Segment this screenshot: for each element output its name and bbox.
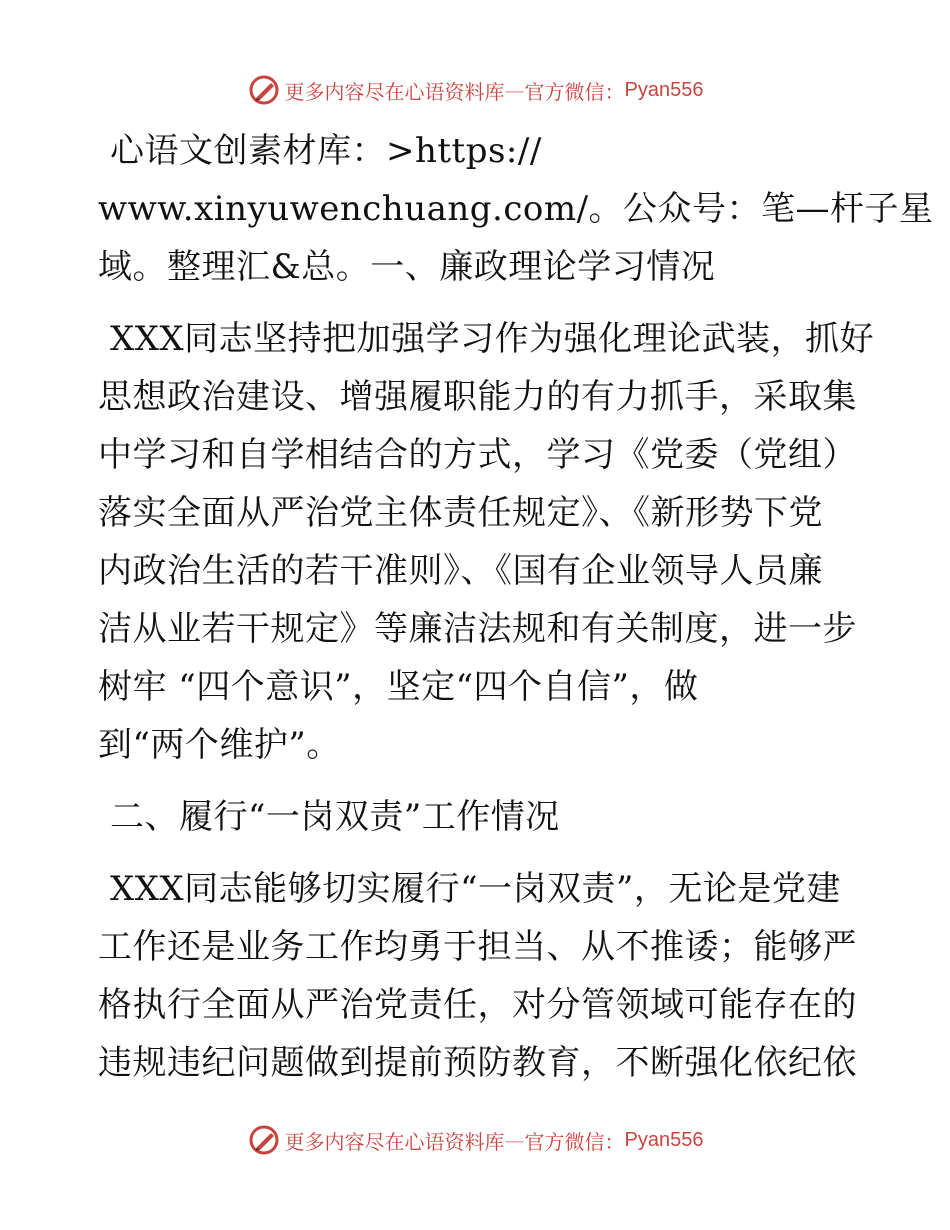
footer-banner [0,1120,950,1160]
banner-wechat-id: Pyan556 [624,1128,704,1151]
banner-wechat-id: Pyan556 [624,78,704,101]
text-line: 到“两个维护”。 [98,725,341,765]
text-line: 洁从业若干规定》等廉洁法规和有关制度，进一步 [98,609,857,649]
text-line: www.xinyuwenchuang.com/。公众号：笔—杆子星 [98,189,934,229]
text-line: XXX同志坚持把加强学习作为强化理论武装，抓好 [110,319,875,359]
banner-main-text: 更多内容尽在心语资料库 [284,79,505,104]
banner-wechat-label: 官方微信： [524,1129,625,1154]
banner-dash: — [504,1128,525,1152]
header-banner [0,70,950,110]
paragraph-intro [98,122,934,296]
banner-dash: — [504,78,525,102]
text-line: 工作还是业务工作均勇于担当、从不推诿；能够严 [98,927,857,967]
banner-main-text: 更多内容尽在心语资料库 [284,1129,505,1154]
paragraph-duty [98,860,858,1092]
text-line: 心语文创素材库：>https:// [110,131,542,171]
text-line: 违规违纪问题做到提前预防教育，不断强化依纪依 [98,1043,857,1083]
text-line: 内政治生活的若干准则》、《国有企业领导人员廉 [98,551,823,591]
text-line: XXX同志能够切实履行“一岗双责”，无论是党建 [110,869,841,909]
text-line: 中学习和自学相结合的方式，学习《党委（党组） [98,435,857,475]
banner-wechat-label: 官方微信： [524,79,625,104]
document-body [98,122,934,1092]
pen-logo-icon [247,73,281,107]
text-line: 格执行全面从严治党责任，对分管领域可能存在的 [98,985,857,1025]
heading-line: 二、履行“一岗双责”工作情况 [110,797,560,837]
section-heading [98,788,858,846]
text-line: 树牢 “四个意识”，坚定“四个自信”，做 [98,667,699,707]
text-line: 域。整理汇&总。一、廉政理论学习情况 [98,247,716,287]
pen-logo-icon [247,1123,281,1157]
paragraph-study [98,310,875,774]
text-line: 落实全面从严治党主体责任规定》、《新形势下党 [98,493,823,533]
text-line: 思想政治建设、增强履职能力的有力抓手，采取集 [98,377,857,417]
